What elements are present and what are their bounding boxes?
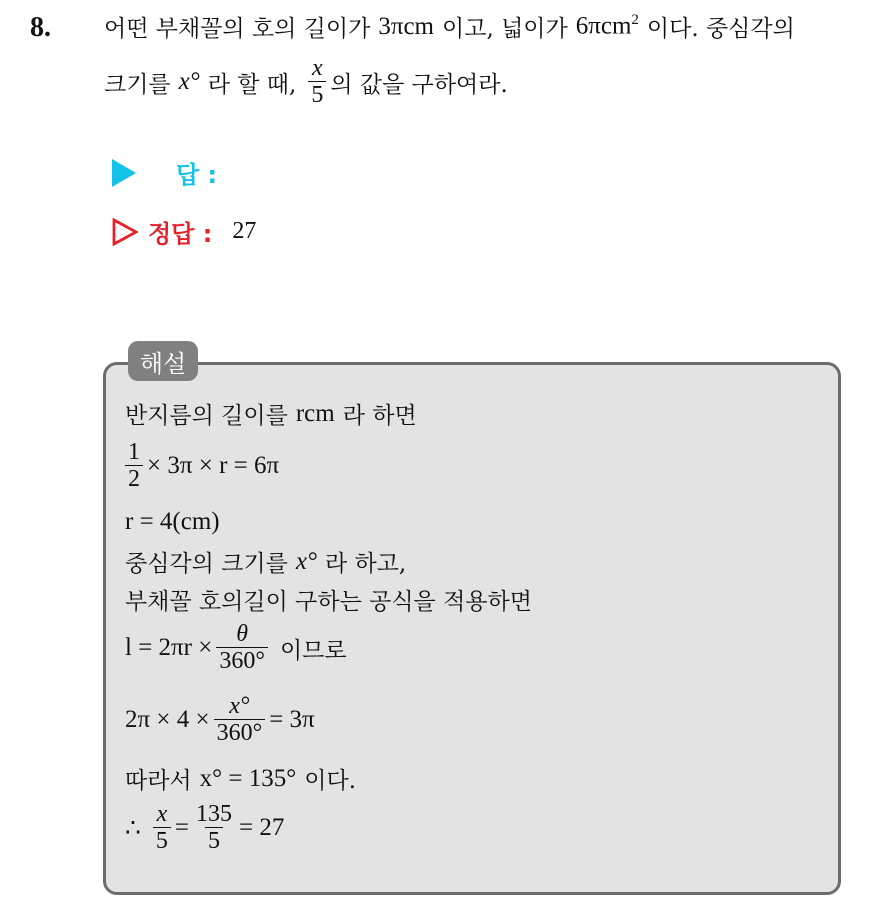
question-text: 이고, 넓이가	[442, 16, 568, 42]
solution-text: 이므로	[279, 637, 347, 664]
correct-answer-label: 정답 :	[148, 220, 213, 248]
solution-text: 반지름의 길이를	[125, 403, 288, 429]
question-text: 의 값을 구하여라.	[330, 71, 508, 98]
fraction-theta-over-360	[216, 622, 268, 674]
equals-sign: =	[174, 814, 190, 842]
question-line-2	[104, 56, 508, 108]
solution-line-9	[125, 802, 284, 854]
solution-line-1	[125, 397, 417, 430]
fraction-numerator: x	[156, 801, 168, 827]
question-number: 8.	[30, 12, 51, 43]
fraction-numerator: θ	[236, 621, 249, 647]
radius-result: r = 4(cm)	[125, 508, 220, 535]
fraction-denominator: 5	[308, 81, 326, 108]
answer-label: 답 :	[176, 161, 218, 189]
fraction-numerator: 135	[196, 801, 233, 827]
fraction-x-over-360	[214, 694, 266, 746]
question-text: 라 할 때,	[207, 71, 297, 98]
fraction-numerator: x°	[229, 693, 250, 719]
solution-line-2	[125, 440, 279, 492]
final-result: = 27	[239, 814, 285, 842]
fraction-135-over-5	[193, 802, 235, 854]
area-exponent: 2	[631, 12, 639, 29]
fraction-denominator: 5	[205, 827, 223, 854]
solution-text: 라 하고,	[324, 551, 407, 577]
fraction-one-half	[125, 440, 143, 492]
angle-variable: x°	[295, 547, 317, 575]
arc-length-value: 3πcm	[378, 12, 435, 40]
area-value	[576, 12, 639, 40]
fraction-x-over-5	[153, 802, 171, 854]
area-equation: × 3π × r = 6π	[147, 452, 280, 480]
question-text: 이다. 중심각의	[646, 16, 795, 42]
fraction-numerator: x	[312, 55, 323, 81]
solution-text: 부채꼴 호의길이 구하는 공식을 적용하면	[125, 589, 532, 615]
solution-line-8	[125, 762, 356, 795]
substitution-lhs: 2π × 4 ×	[125, 706, 210, 734]
substitution-rhs: = 3π	[269, 706, 315, 734]
solution-text: 중심각의 크기를	[125, 551, 288, 577]
question-text: 어떤 부채꼴의 호의 길이가	[104, 16, 371, 42]
solution-text: 이다.	[304, 768, 357, 794]
solution-line-6	[125, 622, 347, 674]
radius-expression: rcm	[295, 399, 335, 427]
correct-answer-row	[112, 214, 256, 249]
solution-line-7	[125, 694, 315, 746]
question-line-1	[104, 10, 795, 43]
fraction-denominator: 360°	[216, 647, 268, 674]
arc-formula: l = 2πr ×	[125, 634, 213, 662]
solution-line-4	[125, 545, 406, 578]
solution-text: 따라서	[125, 768, 192, 794]
correct-answer-value: 27	[232, 218, 257, 244]
fraction-denominator: 360°	[214, 719, 266, 746]
area-base: 6πcm	[575, 12, 632, 40]
solution-tag: 해설	[128, 341, 198, 381]
fraction-x-over-5	[308, 56, 326, 108]
angle-variable: x°	[178, 68, 200, 96]
fraction-denominator: 5	[153, 827, 171, 854]
answer-row	[112, 155, 217, 190]
solution-line-3	[125, 508, 220, 536]
therefore-symbol: ∴	[125, 815, 141, 843]
fraction-numerator: 1	[128, 439, 140, 465]
solution-line-5	[125, 583, 532, 616]
angle-result: x° = 135°	[199, 764, 297, 792]
play-triangle-icon	[112, 159, 136, 187]
question-text: 크기를	[104, 71, 171, 98]
solution-text: 라 하면	[342, 403, 417, 429]
outline-triangle-icon	[112, 218, 138, 246]
fraction-denominator: 2	[125, 465, 143, 492]
